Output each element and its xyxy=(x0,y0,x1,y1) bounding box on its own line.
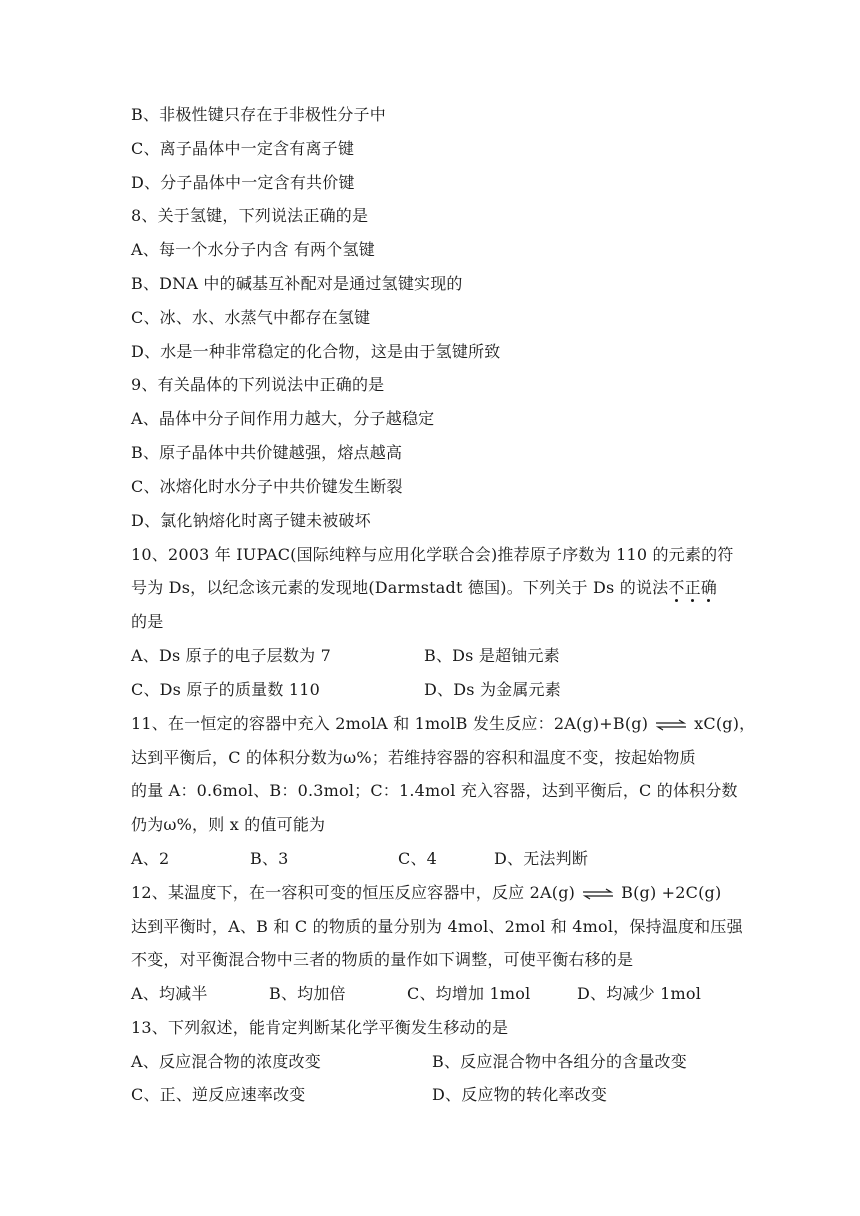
q10-option-a: A、Ds 原子的电子层数为 7 xyxy=(131,646,331,665)
q10-stem-line3: 的是 xyxy=(131,612,164,631)
q12-stem-line1-products: B(g) +2C(g) xyxy=(621,883,722,902)
q8-stem: 8、关于氢键，下列说法正确的是 xyxy=(131,206,369,225)
q9-option-d: D、氯化钠熔化时离子键未被破坏 xyxy=(131,511,371,530)
q13-stem: 13、下列叙述，能肯定判断某化学平衡发生移动的是 xyxy=(131,1018,509,1037)
equilibrium-arrow-icon xyxy=(581,888,615,900)
q12-stem-line1 xyxy=(131,883,721,903)
q8-option-a: A、每一个水分子内含 有两个氢键 xyxy=(131,240,375,259)
q12-option-a: A、均减半 xyxy=(131,984,208,1003)
equilibrium-arrow-icon xyxy=(654,719,688,731)
q10-option-c: C、Ds 原子的质量数 110 xyxy=(131,680,320,699)
q9-option-c: C、冰熔化时水分子中共价键发生断裂 xyxy=(131,477,403,496)
q12-option-d: D、均减少 1mol xyxy=(577,984,702,1003)
emphasis-char-1: 正 xyxy=(684,578,701,597)
emphasis-char-0: 不 xyxy=(668,578,685,597)
q12-stem-line3: 不变，对平衡混合物中三者的物质的量作如下调整，可使平衡右移的是 xyxy=(131,950,634,969)
q13-option-c: C、正、逆反应速率改变 xyxy=(131,1085,306,1104)
q9-option-b: B、原子晶体中共价键越强，熔点越高 xyxy=(131,443,403,462)
q10-stem-line2-text: 号为 Ds，以纪念该元素的发现地(Darmstadt 德国)。下列关于 Ds 的说法 xyxy=(131,578,669,597)
q7-option-d: D、分子晶体中一定含有共价键 xyxy=(131,173,355,192)
q7-option-b: B、非极性键只存在于非极性分子中 xyxy=(131,105,386,124)
q11-option-b: B、3 xyxy=(250,849,289,868)
q11-stem-line2: 达到平衡后，C 的体积分数为ω%；若维持容器的容积和温度不变，按起始物质 xyxy=(131,748,696,767)
q10-stem-line1: 10、2003 年 IUPAC(国际纯粹与应用化学联合会)推荐原子序数为 110 的元素的符 xyxy=(131,545,734,564)
q10-emphasis-not-correct xyxy=(668,578,717,597)
q11-option-d: D、无法判断 xyxy=(494,849,589,868)
q12-option-c: C、均增加 1mol xyxy=(407,984,531,1003)
q9-option-a: A、晶体中分子间作用力越大，分子越稳定 xyxy=(131,409,435,428)
q11-option-a: A、2 xyxy=(131,849,170,868)
q12-option-b: B、均加倍 xyxy=(269,984,346,1003)
q11-stem-line1-text: 11、在一恒定的容器中充入 2molA 和 1molB 发生反应：2A(g)+B(g) xyxy=(131,714,649,733)
q13-option-b: B、反应混合物中各组分的含量改变 xyxy=(432,1052,687,1071)
q11-stem-line4: 仍为ω%，则 x 的值可能为 xyxy=(131,815,326,834)
q12-stem-line1-text: 12、某温度下，在一容积可变的恒压反应容器中，反应 2A(g) xyxy=(131,883,576,902)
q13-option-d: D、反应物的转化率改变 xyxy=(432,1085,608,1104)
q11-stem-line1-product: xC(g)， xyxy=(694,714,756,733)
emphasis-char-2: 确 xyxy=(700,578,717,597)
q8-option-b: B、DNA 中的碱基互补配对是通过氢键实现的 xyxy=(131,274,463,293)
q11-stem-line1 xyxy=(131,714,755,734)
q13-option-a: A、反应混合物的浓度改变 xyxy=(131,1052,321,1071)
q11-stem-line3: 的量 A：0.6mol、B：0.3mol；C：1.4mol 充入容器，达到平衡后，C 的体积分数 xyxy=(131,781,738,800)
q8-option-d: D、水是一种非常稳定的化合物，这是由于氢键所致 xyxy=(131,342,501,361)
q9-stem: 9、有关晶体的下列说法中正确的是 xyxy=(131,375,385,394)
q12-stem-line2: 达到平衡时，A、B 和 C 的物质的量分别为 4mol、2mol 和 4mol，保持温度和压强 xyxy=(131,917,743,936)
q10-option-b: B、Ds 是超铀元素 xyxy=(424,646,560,665)
q8-option-c: C、冰、水、水蒸气中都存在氢键 xyxy=(131,308,371,327)
q10-stem-line2 xyxy=(131,578,717,598)
q11-option-c: C、4 xyxy=(398,849,438,868)
q10-option-d: D、Ds 为金属元素 xyxy=(424,680,561,699)
q7-option-c: C、离子晶体中一定含有离子键 xyxy=(131,139,355,158)
